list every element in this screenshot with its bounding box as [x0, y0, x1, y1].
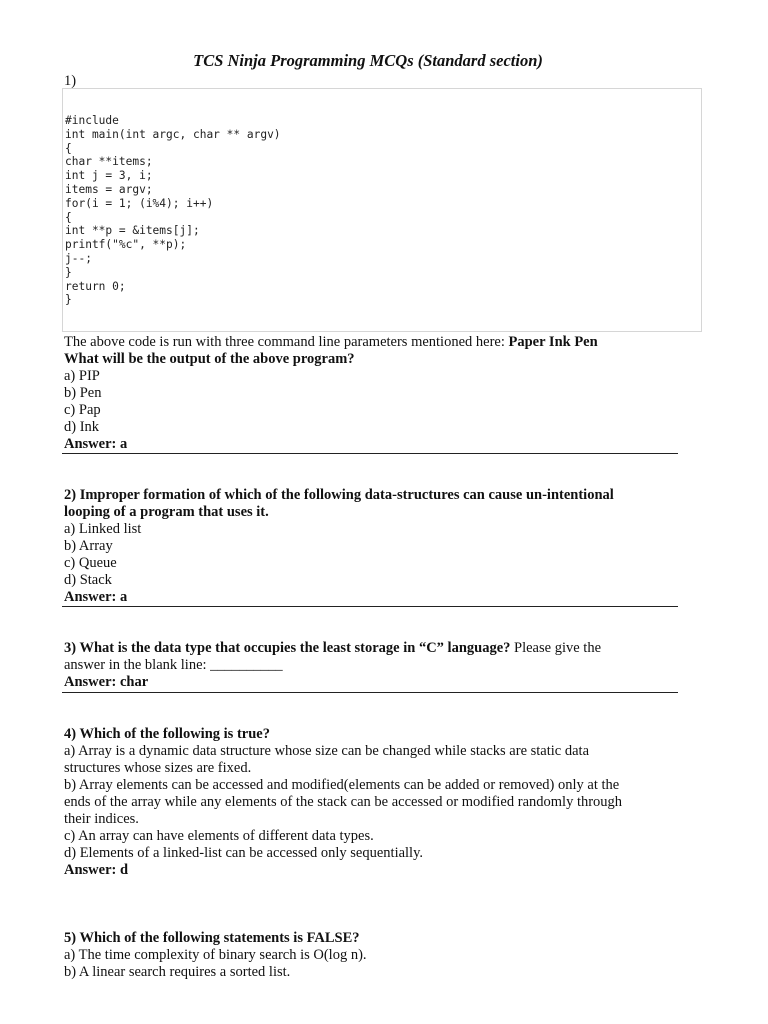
q1-number: 1)	[64, 73, 77, 89]
q4-option-line: a) Array is a dynamic data structure whose size can be changed while stacks are static data	[64, 743, 590, 759]
code-line: return 0;	[65, 279, 126, 293]
q3-question-line-2: answer in the blank line: __________	[64, 657, 283, 673]
q2-body	[64, 487, 684, 606]
q2-answer: Answer: a	[64, 589, 128, 605]
q1-option-b: b) Pen	[64, 385, 102, 401]
code-line: #include	[65, 114, 119, 127]
q1-option-d: d) Ink	[64, 419, 100, 435]
q5-option-a: a) The time complexity of binary search is O(log n).	[64, 947, 367, 963]
q4-question: 4) Which of the following is true?	[64, 726, 270, 742]
q1-code	[65, 114, 701, 307]
q2-option-d: d) Stack	[64, 572, 112, 588]
divider	[62, 453, 678, 454]
q2-question-line-2: looping of a program that uses it.	[64, 504, 269, 520]
q3-question-bold: 3) What is the data type that occupies the least storage in “C” language?	[64, 640, 511, 656]
q4-option-line: their indices.	[64, 811, 139, 827]
q4-option-line: structures whose sizes are fixed.	[64, 760, 252, 776]
q2-option-a: a) Linked list	[64, 521, 142, 537]
code-line: items = argv;	[65, 182, 153, 196]
code-line: }	[65, 293, 72, 307]
q4-option-line: c) An array can have elements of different data types.	[64, 828, 374, 844]
q1-intro-text: The above code is run with three command line parameters mentioned here:	[64, 334, 509, 350]
code-line: {	[65, 141, 72, 155]
code-line: for(i = 1; (i%4); i++)	[65, 196, 214, 210]
q1-option-c: c) Pap	[64, 402, 101, 418]
q2-option-b: b) Array	[64, 538, 113, 554]
code-line: {	[65, 210, 72, 224]
q4-option-line: d) Elements of a linked-list can be accessed only sequentially.	[64, 845, 424, 861]
code-line: }	[65, 265, 72, 279]
q4-option-line: b) Array elements can be accessed and modified(elements can be added or removed) only at the	[64, 777, 620, 793]
code-line: int **p = &items[j];	[65, 224, 200, 238]
q1-intro-params: Paper Ink Pen	[508, 334, 598, 350]
code-line: printf("%c", **p);	[65, 238, 187, 252]
q1-intro	[64, 334, 684, 351]
q3-answer: Answer: char	[64, 674, 149, 690]
q5-option-b: b) A linear search requires a sorted list.	[64, 964, 291, 980]
q5-body	[64, 930, 684, 981]
q4-answer: Answer: d	[64, 862, 129, 878]
code-line: int j = 3, i;	[65, 169, 153, 183]
q1-answer: Answer: a	[64, 436, 128, 452]
q2-option-c: c) Queue	[64, 555, 117, 571]
q2-question-line-1: 2) Improper formation of which of the following data-structures can cause un-intentional	[64, 487, 614, 503]
code-line: char **items;	[65, 155, 153, 169]
document-title: TCS Ninja Programming MCQs (Standard section)	[193, 51, 543, 70]
q1-body	[64, 334, 684, 453]
q3-question-rest: Please give the	[510, 640, 602, 656]
code-line: int main(int argc, char ** argv)	[65, 127, 281, 141]
q4-option-line: ends of the array while any elements of the stack can be accessed or modified randomly through	[64, 794, 623, 810]
q1-question: What will be the output of the above program?	[64, 351, 355, 367]
divider	[62, 692, 678, 693]
q1-code-box	[62, 88, 702, 332]
q1-option-a: a) PIP	[64, 368, 100, 384]
divider	[62, 606, 678, 607]
q5-question: 5) Which of the following statements is FALSE?	[64, 930, 360, 946]
code-line: j--;	[65, 251, 92, 265]
q3-question	[64, 640, 684, 657]
q4-body	[64, 726, 684, 879]
q3-body	[64, 640, 684, 691]
